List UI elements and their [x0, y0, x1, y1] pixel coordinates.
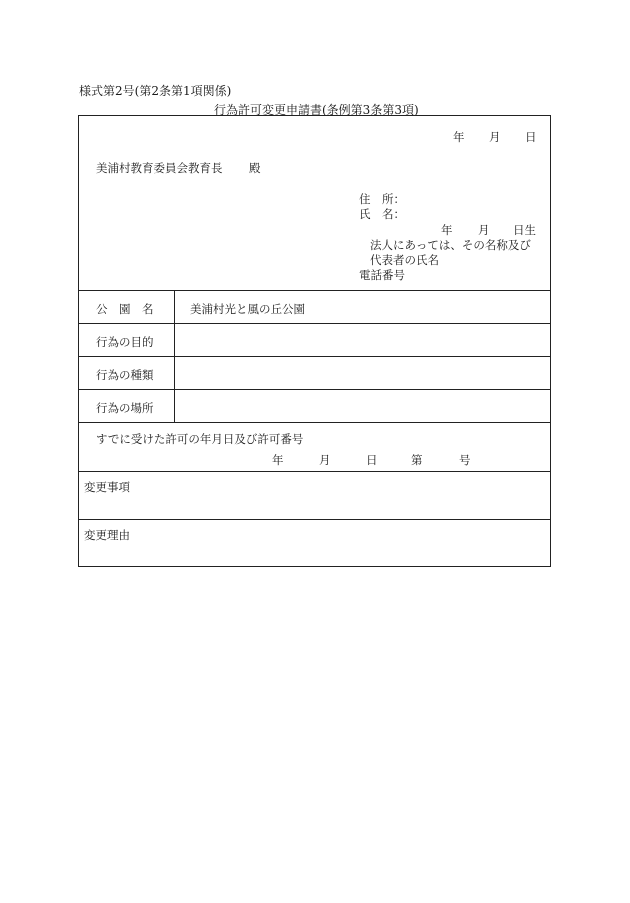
row-label-park-name: 公 園 名 — [96, 302, 154, 316]
form-title: 行為許可変更申請書(条例第3条第3項) — [214, 103, 419, 117]
prior-permit-no-suffix: 号 — [459, 453, 471, 467]
change-reason-label: 変更理由 — [84, 528, 130, 542]
prior-permit-no-prefix: 第 — [411, 453, 423, 467]
date-month: 月 — [489, 130, 501, 144]
divider — [79, 519, 550, 520]
change-items-label: 変更事項 — [84, 480, 130, 494]
birth-day: 日生 — [513, 223, 536, 237]
row-label-type: 行為の種類 — [96, 368, 154, 382]
divider — [79, 290, 550, 291]
divider — [79, 356, 550, 357]
prior-permit-month: 月 — [319, 453, 331, 467]
row-label-location: 行為の場所 — [96, 401, 154, 415]
corporate-note-line2: 代表者の氏名 — [370, 253, 439, 267]
divider — [79, 422, 550, 423]
honorific: 殿 — [249, 161, 261, 175]
prior-permit-year: 年 — [272, 453, 284, 467]
birth-year: 年 — [441, 223, 453, 237]
birth-month: 月 — [478, 223, 490, 237]
phone-label: 電話番号 — [359, 268, 405, 282]
column-divider — [174, 290, 175, 422]
form-number: 様式第2号(第2条第1項関係) — [79, 84, 232, 98]
divider — [79, 471, 550, 472]
corporate-note-line1: 法人にあっては、その名称及び — [370, 238, 531, 252]
divider — [79, 323, 550, 324]
row-label-purpose: 行為の目的 — [96, 335, 154, 349]
prior-permit-label: すでに受けた許可の年月日及び許可番号 — [96, 432, 304, 446]
prior-permit-day: 日 — [366, 453, 378, 467]
divider — [79, 389, 550, 390]
name-label: 氏 名： — [359, 207, 405, 221]
application-form-table — [78, 115, 551, 567]
date-year: 年 — [453, 130, 465, 144]
addressee: 美浦村教育委員会教育長 — [96, 161, 223, 175]
address-label: 住 所： — [359, 192, 405, 206]
date-day: 日 — [525, 130, 537, 144]
row-value-park-name: 美浦村光と風の丘公園 — [190, 302, 305, 316]
